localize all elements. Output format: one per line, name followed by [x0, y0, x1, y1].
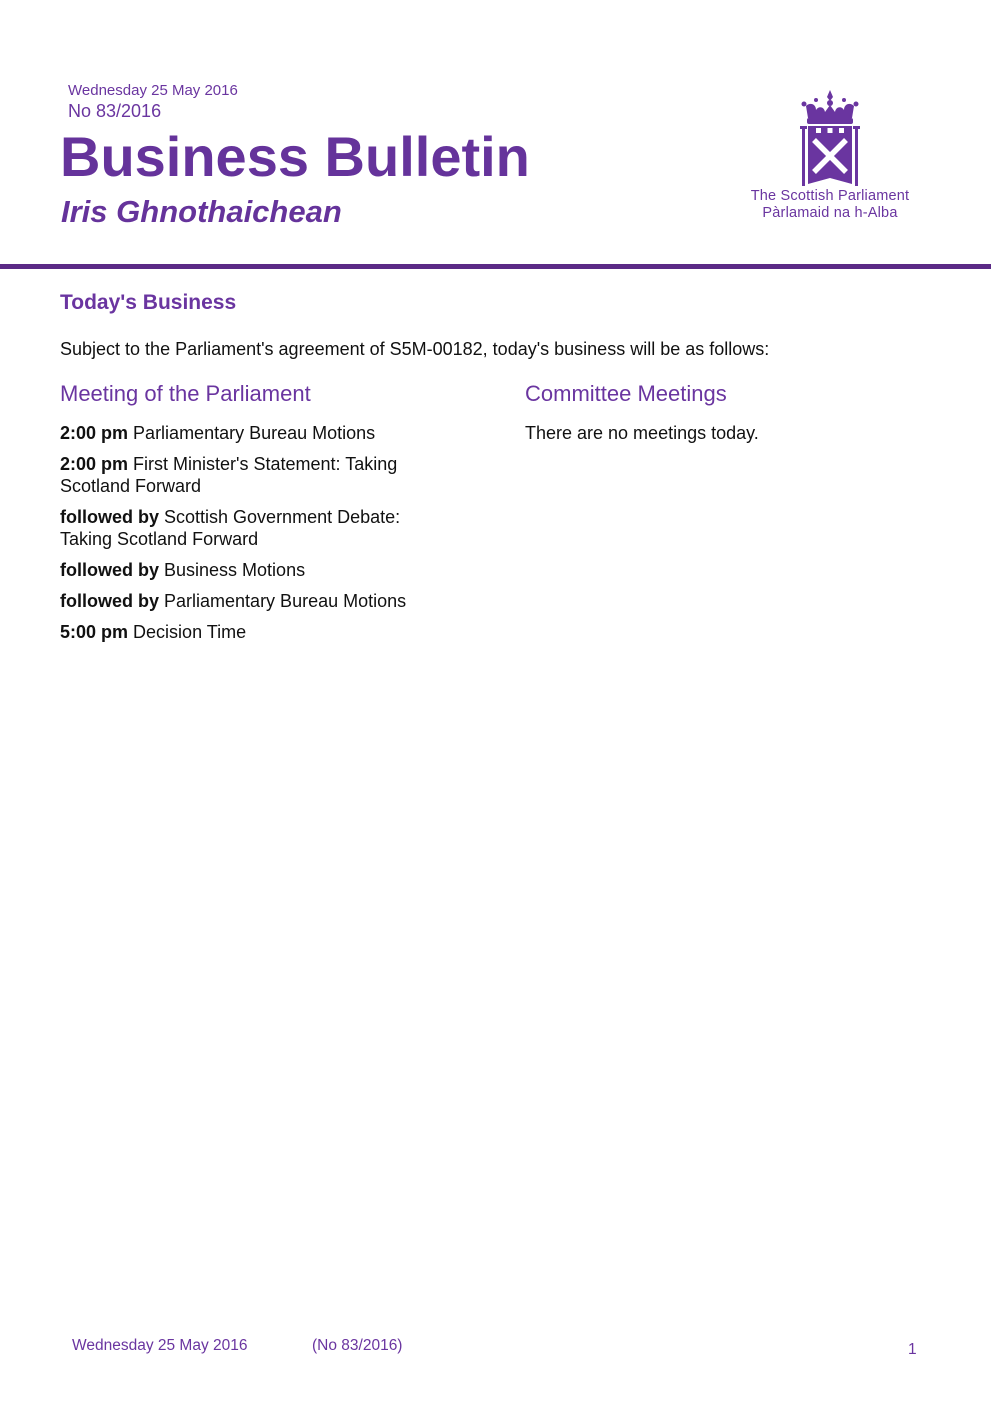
- agenda-item-text: Scottish Government Debate: Taking Scotland Forward: [60, 507, 401, 549]
- agenda-item: [60, 559, 480, 581]
- page-title: Business Bulletin: [60, 125, 530, 188]
- agenda-item-time: 2:00 pm: [60, 423, 129, 443]
- footer-page-number: 1: [908, 1341, 917, 1358]
- agenda-item: [60, 621, 480, 643]
- agenda-item-time: followed by: [60, 591, 159, 611]
- logo-name-english: The Scottish Parliament: [750, 188, 910, 204]
- agenda-item-text: Business Motions: [164, 560, 306, 580]
- agenda-item-time: 2:00 pm: [60, 454, 129, 474]
- header-divider: [0, 264, 991, 269]
- agenda-item-text: Parliamentary Bureau Motions: [164, 591, 407, 611]
- meeting-of-parliament-section: [60, 380, 480, 652]
- agenda-item-time: followed by: [60, 507, 159, 527]
- todays-business-heading: Today's Business: [60, 291, 237, 314]
- todays-business-intro: Subject to the Parliament's agreement of S5M-00182, today's business will be as follows:: [60, 339, 770, 359]
- header-issue-number: No 83/2016: [68, 101, 162, 121]
- agenda-item-text: Parliamentary Bureau Motions: [133, 423, 376, 443]
- footer-date: Wednesday 25 May 2016: [72, 1337, 248, 1354]
- agenda-item-time: followed by: [60, 560, 159, 580]
- committee-meetings-section: [525, 380, 925, 444]
- footer-issue-number: (No 83/2016): [312, 1337, 403, 1354]
- scottish-parliament-logo: [742, 88, 918, 222]
- agenda-item: [60, 506, 450, 550]
- logo-name-gaelic: Pàrlamaid na h-Alba: [762, 205, 898, 221]
- agenda-item: [60, 422, 480, 444]
- meeting-of-parliament-heading: Meeting of the Parliament: [60, 381, 311, 406]
- agenda-item-text: First Minister's Statement: Taking Scotland Forward: [60, 454, 398, 496]
- committee-meetings-heading: Committee Meetings: [525, 381, 727, 406]
- header-date: Wednesday 25 May 2016: [68, 82, 238, 99]
- agenda-item: [60, 590, 480, 612]
- scottish-parliament-crown-saltire-icon: [742, 88, 918, 188]
- agenda-item-text: Decision Time: [133, 622, 247, 642]
- committee-meetings-text: There are no meetings today.: [525, 423, 759, 443]
- agenda-item: [60, 453, 450, 497]
- agenda-item-time: 5:00 pm: [60, 622, 129, 642]
- page-subtitle: Iris Ghnothaichean: [61, 194, 342, 229]
